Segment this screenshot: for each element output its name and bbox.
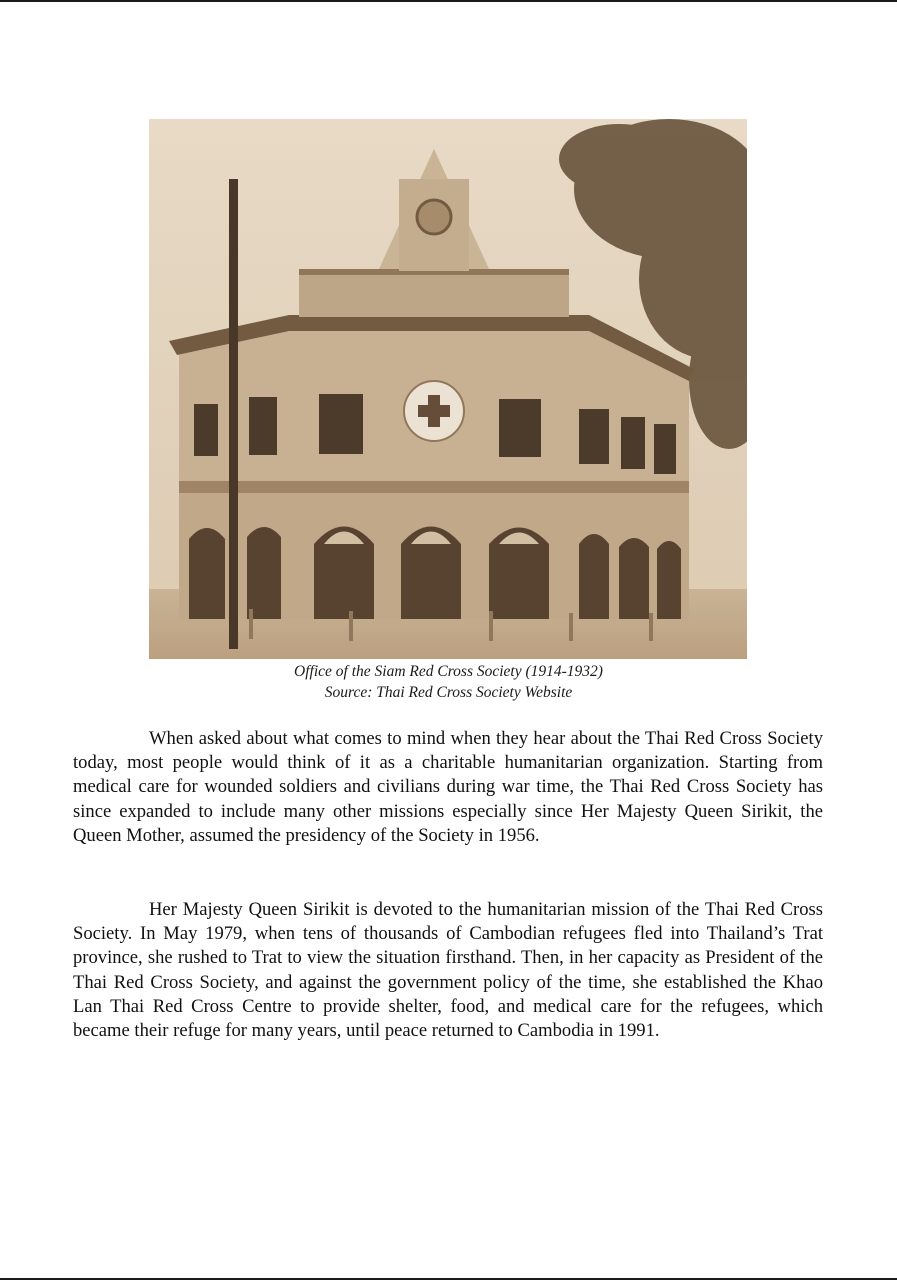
figure-caption-source: Source: Thai Red Cross Society Website [324, 684, 573, 701]
paragraph: When asked about what comes to mind when they hear about the Thai Red Cross Society today, most people would think of it as a charitable humanitarian organization. Starting from medical care for wounded soldiers and civilians during war time, the Thai Red Cross Society has since expanded to include many other missions especially since Her Majesty Queen Sirikit, the Queen Mother, assumed the presidency of the Society in 1956. [73, 728, 823, 846]
figure-caption-title: Office of the Siam Red Cross Society (1914-1932) [294, 663, 603, 680]
red-cross-office-photo [149, 119, 747, 659]
paragraph: Her Majesty Queen Sirikit is devoted to the humanitarian mission of the Thai Red Cross Society. In May 1979, when tens of thousands of Cambodian refugees fled into Thailand’s Trat province, she rushed to Trat to view the situation firsthand. Then, in her capacity as President of the Thai Red Cross Society, and against the government policy of the time, she established the Khao Lan Thai Red Cross Centre to provide shelter, food, and medical care for the refugees, which became their refuge for many years, until peace returned to Cambodia in 1991. [73, 899, 823, 1042]
